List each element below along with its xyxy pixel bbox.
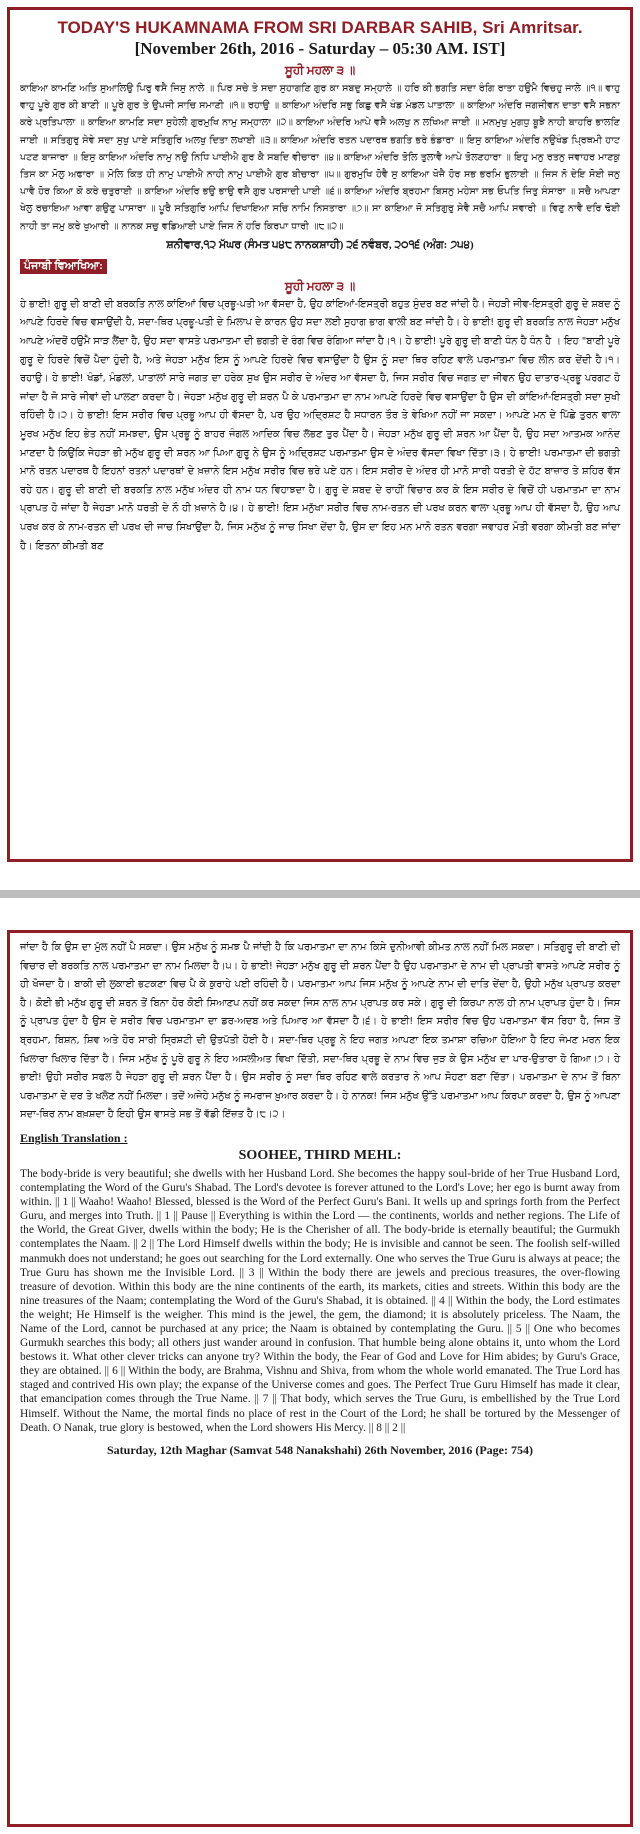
hukamnama-panel-top bbox=[7, 7, 633, 862]
english-heading: SOOHEE, THIRD MEHL: bbox=[238, 1147, 402, 1163]
nanakshahi-date-line: ਸ਼ਨੀਵਾਰ,੧੨ ਮੱਘਰ (ਸੰਮਤ ੫੪੮ ਨਾਨਕਸ਼ਾਹੀ) ੨੬ ਨਵੰਬਰ, ੨੦੧੬ (ਅੰਗ: ੭੫੪) bbox=[166, 238, 474, 251]
english-translation-label: English Translation : bbox=[20, 1130, 128, 1145]
shabad-text: ਕਾਇਆ ਕਾਮਣਿ ਅਤਿ ਸੁਆਲਿਉ ਪਿਰੁ ਵਸੈ ਜਿਸੁ ਨਾਲੇ ॥ ਪਿਰ ਸਚੇ ਤੇ ਸਦਾ ਸੁਹਾਗਣਿ ਗੁਰ ਕਾ ਸਬਦੁ ਸਮ੍ਹਾਲੇ ॥ ਹਰਿ ਕੀ ਭਗਤਿ ਸਦਾ ਰੰਗਿ ਰਾਤਾ ਹਉਮੈ ਵਿਚਹੁ ਜਾਲੇ ॥੧॥ ਵਾਹੁ ਵਾਹੁ ਪੂਰੇ ਗੁਰ ਕੀ ਬਾਣੀ ॥ ਪੂਰੇ ਗੁਰ ਤੇ ਉਪਜੀ ਸਾਚਿ ਸਮਾਣੀ ॥੧॥ ਰਹਾਉ ॥ ਕਾਇਆ ਅੰਦਰਿ ਸਭੁ ਕਿਛੁ ਵਸੈ ਖੰਡ ਮੰਡਲ ਪਾਤਾਲਾ ॥ ਕਾਇਆ ਅੰਦਰਿ ਜਗਜੀਵਨ ਦਾਤਾ ਵਸੈ ਸਭਨਾ ਕਰੇ ਪ੍ਰਤਿਪਾਲਾ ॥ ਕਾਇਆ ਕਾਮਣਿ ਸਦਾ ਸੁਹੇਲੀ ਗੁਰਮੁਖਿ ਨਾਮੁ ਸਮ੍ਹਾਲਾ ॥੨॥ ਕਾਇਆ ਅੰਦਰਿ ਆਪੇ ਵਸੈ ਅਲਖੁ ਨ ਲਖਿਆ ਜਾਈ ॥ ਮਨਮੁਖੁ ਮੁਗਧੁ ਬੂਝੈ ਨਾਹੀ ਬਾਹਰਿ ਭਾਲਣਿ ਜਾਈ ॥ ਸਤਿਗੁਰੁ ਸੇਵੇ ਸਦਾ ਸੁਖੁ ਪਾਏ ਸਤਿਗੁਰਿ ਅਲਖੁ ਦਿਤਾ ਲਖਾਈ ॥੩॥ ਕਾਇਆ ਅੰਦਰਿ ਰਤਨ ਪਦਾਰਥ ਭਗਤਿ ਭਰੇ ਭੰਡਾਰਾ ॥ ਇਸੁ ਕਾਇਆ ਅੰਦਰਿ ਨਉਖੰਡ ਪ੍ਰਿਥਮੀ ਹਾਟ ਪਟਣ ਬਾਜਾਰਾ ॥ ਇਸੁ ਕਾਇਆ ਅੰਦਰਿ ਨਾਮੁ ਨਉ ਨਿਧਿ ਪਾਈਐ ਗੁਰ ਕੈ ਸਬਦਿ ਵੀਚਾਰਾ ॥੪॥ ਕਾਇਆ ਅੰਦਰਿ ਤੋਲਿ ਤੁਲਾਵੈ ਆਪੇ ਤੋਲਣਹਾਰਾ ॥ ਇਹੁ ਮਨੁ ਰਤਨੁ ਜਵਾਹਰ ਮਾਣਕੁ ਤਿਸ ਕਾ ਮੋਲੁ ਅਫਾਰਾ ॥ ਮੋਲਿ ਕਿਤ ਹੀ ਨਾਮੁ ਪਾਈਐ ਨਾਹੀ ਨਾਮੁ ਪਾਈਐ ਗੁਰ ਬੀਚਾਰਾ ॥੫॥ ਗੁਰਮੁਖਿ ਹੋਵੈ ਸੁ ਕਾਇਆ ਖੋਜੈ ਹੋਰ ਸਭ ਭਰਮਿ ਭੁਲਾਈ ॥ ਜਿਸ ਨੋ ਦੇਇ ਸੋਈ ਜਨੁ ਪਾਵੈ ਹੋਰ ਕਿਆ ਕੋ ਕਰੇ ਚਤੁਰਾਈ ॥ ਕਾਇਆ ਅੰਦਰਿ ਭਉ ਭਾਉ ਵਸੈ ਗੁਰ ਪਰਸਾਦੀ ਪਾਈ ॥੬॥ ਕਾਇਆ ਅੰਦਰਿ ਬ੍ਰਹਮਾ ਬਿਸਨੁ ਮਹੇਸਾ ਸਭ ਓਪਤਿ ਜਿਤੁ ਸੰਸਾਰਾ ॥ ਸਚੈ ਆਪਣਾ ਖੇਲੁ ਰਚਾਇਆ ਆਵਾ ਗਉਣੁ ਪਾਸਾਰਾ ॥ ਪੂਰੈ ਸਤਿਗੁਰਿ ਆਪਿ ਦਿਖਾਇਆ ਸਚਿ ਨਾਮਿ ਨਿਸਤਾਰਾ ॥੭॥ ਸਾ ਕਾਇਆ ਜੋ ਸਤਿਗੁਰੁ ਸੇਵੈ ਸਚੈ ਆਪਿ ਸਵਾਰੀ ॥ ਵਿਣੁ ਨਾਵੈ ਦਰਿ ਢੋਈ ਨਾਹੀ ਤਾ ਜਮੁ ਕਰੇ ਖੁਆਰੀ ॥ ਨਾਨਕ ਸਚੁ ਵਡਿਆਈ ਪਾਏ ਜਿਸ ਨੋ ਹਰਿ ਕਿਰਪਾ ਧਾਰੀ ॥੮॥੨॥ bbox=[20, 83, 620, 232]
punjabi-vyakhya-continued: ਜਾਂਦਾ ਹੈ ਕਿ ਉਸ ਦਾ ਮੁੱਲ ਨਹੀਂ ਪੈ ਸਕਦਾ। ਉਸ ਮਨੁੱਖ ਨੂੰ ਸਮਝ ਪੈ ਜਾਂਦੀ ਹੈ ਕਿ ਪਰਮਾਤਮਾ ਦਾ ਨਾਮ ਕਿਸੇ ਦੁਨੀਆਵੀ ਕੀਮਤ ਨਾਲ ਨਹੀਂ ਮਿਲ ਸਕਦਾ। ਸਤਿਗੁਰੂ ਦੀ ਬਾਣੀ ਦੀ ਵਿਚਾਰ ਦੀ ਬਰਕਤਿ ਨਾਲ ਪਰਮਾਤਮਾ ਦਾ ਨਾਮ ਮਿਲਦਾ ਹੈ।੫। ਹੇ ਭਾਈ! ਜੇਹੜਾ ਮਨੁੱਖ ਗੁਰੂ ਦੀ ਸ਼ਰਨ ਪੈਂਦਾ ਹੈ ਉਹ ਪਰਮਾਤਮਾ ਦੇ ਨਾਮ ਦੀ ਪ੍ਰਾਪਤੀ ਵਾਸਤੇ ਆਪਣੇ ਸਰੀਰ ਨੂੰ ਹੀ ਖੋਜਦਾ ਹੈ। ਬਾਕੀ ਦੀ ਲੁਕਾਈ ਭਟਕਣਾ ਵਿਚ ਪੈ ਕੇ ਕੁਰਾਹੇ ਪਈ ਰਹਿੰਦੀ ਹੈ। ਪਰਮਾਤਮਾ ਆਪ ਜਿਸ ਮਨੁੱਖ ਨੂੰ ਆਪਣੇ ਨਾਮ ਦੀ ਦਾਤਿ ਦੇਂਦਾ ਹੈ, ਉਹੀ ਮਨੁੱਖ ਪ੍ਰਾਪਤ ਕਰਦਾ ਹੈ। ਕੋਈ ਭੀ ਮਨੁੱਖ ਗੁਰੂ ਦੀ ਸ਼ਰਨ ਤੋਂ ਬਿਨਾ ਹੋਰ ਕੋਈ ਸਿਆਣਪ ਨਹੀਂ ਕਰ ਸਕਦਾ ਜਿਸ ਨਾਲ ਨਾਮ ਪ੍ਰਾਪਤ ਕਰ ਸਕੇ। ਗੁਰੂ ਦੀ ਕਿਰਪਾ ਨਾਲ ਹੀ ਨਾਮ ਪ੍ਰਾਪਤ ਹੁੰਦਾ ਹੈ। ਜਿਸ ਨੂੰ ਪ੍ਰਾਪਤ ਹੁੰਦਾ ਹੈ ਉਸ ਦੇ ਸਰੀਰ ਵਿਚ ਪਰਮਾਤਮਾ ਦਾ ਡਰ-ਅਦਬ ਅਤੇ ਪਿਆਰ ਆ ਵੱਸਦਾ ਹੈ।੬। ਹੇ ਭਾਈ! ਇਸ ਸਰੀਰ ਵਿਚ ਉਹ ਪਰਮਾਤਮਾ ਵੱਸ ਰਿਹਾ ਹੈ, ਜਿਸ ਤੋਂ ਬ੍ਰਹਮਾ, ਬਿਸ਼ਨ, ਸ਼ਿਵ ਅਤੇ ਹੋਰ ਸਾਰੀ ਸ੍ਰਿਸ਼ਟੀ ਦੀ ਉਤਪੱਤੀ ਹੋਈ ਹੈ। ਸਦਾ-ਥਿਰ ਪ੍ਰਭੂ ਨੇ ਇਹ ਜਗਤ ਆਪਣਾ ਇਕ ਤਮਾਸ਼ਾ ਰਚਿਆ ਹੋਇਆ ਹੈ ਇਹ ਜੰਮਣ ਮਰਨ ਇਕ ਖਿਲਾਰਾ ਖਿਲਾਰ ਦਿੱਤਾ ਹੈ। ਜਿਸ ਮਨੁੱਖ ਨੂੰ ਪੂਰੇ ਗੁਰੂ ਨੇ ਇਹ ਅਸਲੀਅਤ ਵਿਖਾ ਦਿੱਤੀ, ਸਦਾ-ਥਿਰ ਪ੍ਰਭੂ ਦੇ ਨਾਮ ਵਿਚ ਜੁੜ ਕੇ ਉਸ ਮਨੁੱਖ ਦਾ ਪਾਰ-ਉਤਾਰਾ ਹੋ ਗਿਆ।੭। ਹੇ ਭਾਈ! ਉਹੀ ਸਰੀਰ ਸਫਲ ਹੈ ਜੇਹੜਾ ਗੁਰੂ ਦੀ ਸ਼ਰਨ ਪੈਂਦਾ ਹੈ। ਉਸ ਸਰੀਰ ਨੂੰ ਸਦਾ ਥਿਰ ਰਹਿਣ ਵਾਲੇ ਕਰਤਾਰ ਨੇ ਆਪ ਸੋਹਣਾ ਬਣਾ ਦਿੱਤਾ। ਪਰਮਾਤਮਾ ਦੇ ਨਾਮ ਤੋਂ ਬਿਨਾ ਪਰਮਾਤਮਾ ਦੇ ਦਰ ਤੇ ਖਲੋਣ ਨਹੀਂ ਮਿਲਦਾ। ਤਦੋਂ ਅਜੇਹੇ ਮਨੁੱਖ ਨੂੰ ਜਮਰਾਜ ਖ਼ੁਆਰ ਕਰਦਾ ਹੈ। ਹੇ ਨਾਨਕ! ਜਿਸ ਮਨੁੱਖ ਉੱਤੇ ਪਰਮਾਤਮਾ ਆਪ ਕਿਰਪਾ ਕਰਦਾ ਹੈ, ਉਸ ਨੂੰ ਆਪਣਾ ਸਦਾ-ਥਿਰ ਨਾਮ ਬਖ਼ਸ਼ਦਾ ਹੈ ਇਹੀ ਉਸ ਵਾਸਤੇ ਸਭ ਤੋਂ ਵੱਡੀ ਇੱਜ਼ਤ ਹੈ।੮।੨। bbox=[20, 942, 620, 1121]
english-translation-text: The body-bride is very beautiful; she dwells with her Husband Lord. She becomes the happy soul-bride of her True Husband Lord, contemplating the Word of the Guru's Shabad. The Lord's devotee is forever attuned to the Lord's Love; her ego is burnt away from within. || 1 || Waaho! Waaho! Blessed, blessed is the Word of the Perfect Guru's Bani. It wells up and springs forth from the Perfect Guru, and merges into Truth. || 1 || Pause || Everything is within the Lord — the continents, worlds and nether regions. The Life of the World, the Great Giver, dwells within the body; He is the Cherisher of all. The body-bride is eternally beautiful; the Gurmukh contemplates the Naam. || 2 || The Lord Himself dwells within the body; He is invisible and cannot be seen. The foolish self-willed manmukh does not understand; he goes out searching for the Lord externally. One who serves the True Guru is always at peace; the True Guru has shown me the Invisible Lord. || 3 || Within the body there are jewels and precious treasures, the over-flowing treasure of devotion. Within this body are the nine continents of the earth, its markets, cities and streets. Within this body are the nine treasures of the Naam; contemplating the Word of the Guru's Shabad, it is obtained. || 4 || Within the body, the Lord estimates the weight; He Himself is the weigher. This mind is the jewel, the gem, the diamond; it is absolutely priceless. The Naam, the Name of the Lord, cannot be purchased at any price; the Naam is obtained by contemplating the Guru. || 5 || One who becomes Gurmukh searches this body; all others just wander around in confusion. That humble being alone obtains it, unto whom the Lord bestows it. What other clever tricks can anyone try? Within the body, the Fear of God and Love for Him abides; by Guru's Grace, they are obtained. || 6 || Within the body, are Brahma, Vishnu and Shiva, from whom the whole world emanated. The True Lord has staged and contrived His own play; the expanse of the Universe comes and goes. The Perfect True Guru Himself has made it clear, that emancipation comes through the True Name. || 7 || That body, which serves the True Guru, is embellished by the True Lord Himself. Without the Name, the mortal finds no place of rest in the Court of the Lord; he shall be tortured by the Messenger of Death. O Nanak, true glory is bestowed, when the Lord showers His Mercy. || 8 || 2 || bbox=[20, 1167, 620, 1434]
hukamnama-panel-bottom bbox=[7, 930, 633, 1827]
panel-separator bbox=[0, 890, 640, 898]
punjabi-vyakhya-text: ਹੇ ਭਾਈ! ਗੁਰੂ ਦੀ ਬਾਣੀ ਦੀ ਬਰਕਤਿ ਨਾਲ ਕਾਂਇਆਂ ਵਿਚ ਪ੍ਰਭੂ-ਪਤੀ ਆ ਵੱਸਦਾ ਹੈ, ਉਹ ਕਾਂਇਆਂ-ਇਸਤ੍ਰੀ ਬਹੁਤ ਸੁੰਦਰ ਬਣ ਜਾਂਦੀ ਹੈ। ਜੇਹੜੀ ਜੀਵ-ਇਸਤ੍ਰੀ ਗੁਰੂ ਦੇ ਸ਼ਬਦ ਨੂੰ ਆਪਣੇ ਹਿਰਦੇ ਵਿਚ ਵਸਾਉਂਦੀ ਹੈ, ਸਦਾ-ਥਿਰ ਪ੍ਰਭੂ-ਪਤੀ ਦੇ ਮਿਲਾਪ ਦੇ ਕਾਰਨ ਉਹ ਸਦਾ ਲਈ ਸੁਹਾਗ ਭਾਗ ਵਾਲੀ ਬਣ ਜਾਂਦੀ ਹੈ। ਹੇ ਭਾਈ! ਗੁਰੂ ਦੀ ਬਰਕਤਿ ਨਾਲ ਜੇਹੜਾ ਮਨੁੱਖ ਆਪਣੇ ਅੰਦਰੋਂ ਹਉਮੈ ਸਾੜ ਲੈਂਦਾ ਹੈ, ਉਹ ਸਦਾ ਵਾਸਤੇ ਪਰਮਾਤਮਾ ਦੀ ਭਗਤੀ ਦੇ ਰੰਗ ਵਿਚ ਰੰਗਿਆ ਜਾਂਦਾ ਹੈ।੧। ਹੇ ਭਾਈ! ਪੂਰੇ ਗੁਰੂ ਦੀ ਬਾਣੀ ਧੰਨ ਹੈ ਧੰਨ ਹੈ । ਇਹ "ਬਾਣੀ ਪੂਰੇ ਗੁਰੂ ਦੇ ਹਿਰਦੇ ਵਿਚੋਂ ਪੈਦਾ ਹੁੰਦੀ ਹੈ, ਅਤੇ ਜੇਹੜਾ ਮਨੁੱਖ ਇਸ ਨੂੰ ਆਪਣੇ ਹਿਰਦੇ ਵਿਚ ਵਸਾਉਂਦਾ ਹੈ ਉਸ ਨੂੰ ਸਦਾ ਥਿਰ ਰਹਿਣ ਵਾਲੇ ਪਰਮਾਤਮਾ ਵਿਚ ਲੀਨ ਕਰ ਦੇਂਦੀ ਹੈ।੧। ਰਹਾਉ। ਹੇ ਭਾਈ! ਖੰਡਾਂ, ਮੰਡਲਾਂ, ਪਾਤਾਲਾਂ ਸਾਰੇ ਜਗਤ ਦਾ ਹਰੇਕ ਸੁਖ ਉਸ ਸਰੀਰ ਦੇ ਅੰਦਰ ਆ ਵੱਸਦਾ ਹੈ, ਜਿਸ ਸਰੀਰ ਵਿਚ ਜਗਤ ਦਾ ਜੀਵਨ ਉਹ ਦਾਤਾਰ-ਪ੍ਰਭੂ ਪਰਗਟ ਹੋ ਜਾਂਦਾ ਹੈ ਜੋ ਸਾਰੇ ਜੀਵਾਂ ਦੀ ਪਾਲਣਾ ਕਰਦਾ ਹੈ। ਜੇਹੜਾ ਮਨੁੱਖ ਗੁਰੂ ਦੀ ਸ਼ਰਨ ਪੈ ਕੇ ਪਰਮਾਤਮਾ ਦਾ ਨਾਮ ਆਪਣੇ ਹਿਰਦੇ ਵਿਚ ਵਸਾਉਂਦਾ ਹੈ ਉਸ ਦੀ ਕਾਂਇਆਂ-ਇਸਤ੍ਰੀ ਸਦਾ ਸੁਖੀ ਰਹਿੰਦੀ ਹੈ।੨। ਹੇ ਭਾਈ! ਇਸ ਸਰੀਰ ਵਿਚ ਪ੍ਰਭੂ ਆਪ ਹੀ ਵੱਸਦਾ ਹੈ, ਪਰ ਉਹ ਅਦ੍ਰਿਸ਼ਟ ਹੈ ਸਧਾਰਨ ਤੌਰ ਤੇ ਵੇਖਿਆ ਨਹੀਂ ਜਾ ਸਕਦਾ। ਆਪਣੇ ਮਨ ਦੇ ਪਿੱਛੇ ਤੁਰਨ ਵਾਲਾ ਮੂਰਖ ਮਨੁੱਖ ਇਹ ਭੇਤ ਨਹੀਂ ਸਮਝਦਾ, ਉਸ ਪ੍ਰਭੂ ਨੂੰ ਬਾਹਰ ਜੰਗਲ ਆਦਿਕ ਵਿਚ ਲੱਭਣ ਤੁਰ ਪੈਂਦਾ ਹੈ। ਜੇਹੜਾ ਮਨੁੱਖ ਗੁਰੂ ਦੀ ਸ਼ਰਨ ਆ ਪੈਂਦਾ ਹੈ, ਉਹ ਸਦਾ ਆਤਮਕ ਆਨੰਦ ਮਾਣਦਾ ਹੈ ਕਿਉਂਕਿ ਜੇਹੜਾ ਭੀ ਮਨੁੱਖ ਗੁਰੂ ਦੀ ਸ਼ਰਨ ਆ ਪਿਆ ਗੁਰੂ ਨੇ ਉਸ ਨੂੰ ਅਦ੍ਰਿਸ਼ਟ ਪਰਮਾਤਮਾ ਉਸ ਦੇ ਅੰਦਰ ਵੱਸਦਾ ਵਿਖਾ ਦਿੱਤਾ।੩। ਹੇ ਭਾਈ! ਪਰਮਾਤਮਾ ਦੀ ਭਗਤੀ ਮਾਨੋ ਰਤਨ ਪਦਾਰਥ ਹੈ ਇਹਨਾਂ ਰਤਨਾਂ ਪਦਾਰਥਾਂ ਦੇ ਖ਼ਜ਼ਾਨੇ ਇਸ ਮਨੁੱਖ ਸਰੀਰ ਵਿਚ ਭਰੇ ਪਏ ਹਨ। ਇਸ ਸਰੀਰ ਦੇ ਅੰਦਰ ਹੀ ਮਾਨੋ ਸਾਰੀ ਧਰਤੀ ਦੇ ਹੱਟ ਬਾਜ਼ਾਰ ਤੇ ਸ਼ਹਿਰ ਵੱਸ ਰਹੇ ਹਨ। ਗੁਰੂ ਦੀ ਬਾਣੀ ਦੀ ਬਰਕਤਿ ਨਾਲ ਮਨੁੱਖ ਅੰਦਰ ਹੀ ਨਾਮ ਧਨ ਵਿਹਾਝਦਾ ਹੈ। ਗੁਰੂ ਦੇ ਸ਼ਬਦ ਦੇ ਰਾਹੀਂ ਵਿਚਾਰ ਕਰ ਕੇ ਇਸ ਸਰੀਰ ਦੇ ਵਿਚੋਂ ਹੀ ਪਰਮਾਤਮਾ ਦਾ ਨਾਮ ਪ੍ਰਾਪਤ ਹੋ ਜਾਂਦਾ ਹੈ ਜੇਹੜਾ ਮਾਨੋ ਧਰਤੀ ਦੇ ਨੌ ਹੀ ਖ਼ਜ਼ਾਨੇ ਹੈ।੪। ਹੇ ਭਾਈ! ਇਸ ਮਨੁੱਖਾ ਸਰੀਰ ਵਿਚ ਨਾਮ-ਰਤਨ ਦੀ ਪਰਖ ਕਰਨ ਵਾਲਾ ਪ੍ਰਭੂ ਆਪ ਹੀ ਵੱਸਦਾ ਹੈ, ਉਹ ਆਪ ਪਰਖ ਕਰ ਕੇ ਨਾਮ-ਰਤਨ ਦੀ ਪਰਖ ਦੀ ਜਾਚ ਸਿਖਾਉਂਦਾ ਹੈ, ਜਿਸ ਮਨੁੱਖ ਨੂੰ ਜਾਚ ਸਿਖਾ ਦੇਂਦਾ ਹੈ, ਉਸ ਦਾ ਇਹ ਮਨ ਮਾਨੋ ਰਤਨ ਵਰਗਾ ਜਵਾਹਰ ਮੋਤੀ ਵਰਗਾ ਕੀਮਤੀ ਬਣ ਜਾਂਦਾ ਹੈ। ਇਤਨਾ ਕੀਮਤੀ ਬਣ bbox=[20, 298, 621, 552]
footer-date-line: Saturday, 12th Maghar (Samvat 548 Nanakshahi) 26th November, 2016 (Page: 754) bbox=[106, 1442, 533, 1457]
vyakhya-heading: ਸੂਹੀ ਮਹਲਾ ੩ ॥ bbox=[284, 278, 356, 293]
shabad-heading: ਸੂਹੀ ਮਹਲਾ ੩ ॥ bbox=[284, 63, 356, 77]
date-line: [November 26th, 2016 - Saturday – 05:30 AM. IST] bbox=[134, 39, 506, 58]
page-title: TODAY'S HUKAMNAMA FROM SRI DARBAR SAHIB, Sri Amritsar. bbox=[57, 18, 583, 37]
punjabi-vyakhya-label: ਪੰਜਾਬੀ ਵਿਆਖਿਆ: bbox=[20, 259, 107, 274]
